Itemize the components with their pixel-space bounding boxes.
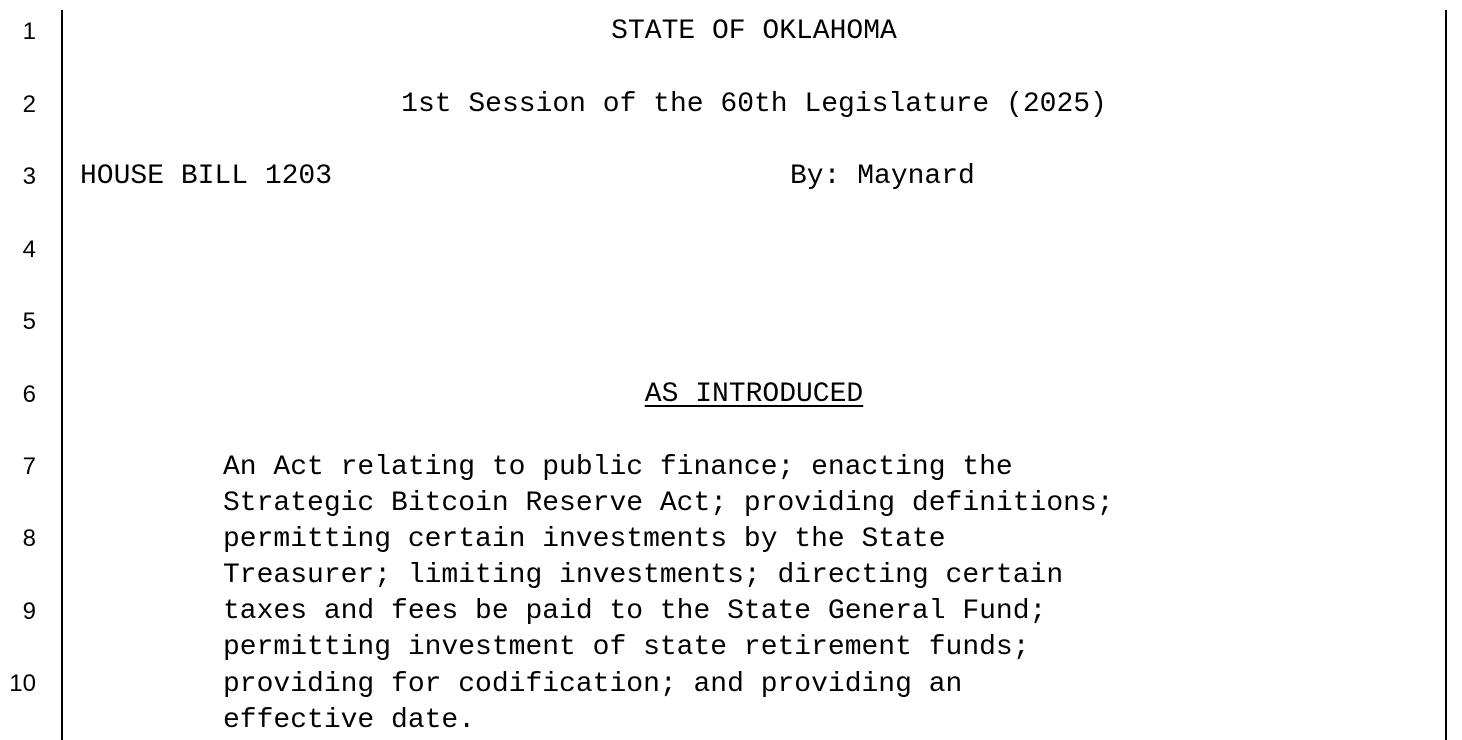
bill-number: HOUSE BILL 1203 — [80, 161, 333, 192]
session-heading: 1st Session of the 60th Legislature (2025) — [401, 89, 1107, 120]
bill-status — [63, 378, 1445, 412]
abstract-line: effective date. — [223, 705, 476, 736]
line-number: 6 — [22, 381, 36, 408]
line-number: 1 — [22, 18, 36, 45]
right-margin-rule — [1445, 10, 1447, 740]
line-number: 8 — [22, 525, 36, 552]
abstract-line: permitting certain investments by the State — [223, 524, 946, 555]
abstract-line: An Act relating to public finance; enacting the — [223, 452, 1013, 483]
abstract-line: taxes and fees be paid to the State General Fund; — [223, 596, 1047, 627]
line-number: 7 — [22, 453, 36, 480]
bill-author: By: Maynard — [790, 161, 975, 192]
line-number: 2 — [22, 91, 36, 118]
line-number: 10 — [9, 670, 36, 697]
abstract-line: permitting investment of state retirement funds; — [223, 632, 1030, 663]
line-number: 4 — [22, 236, 36, 263]
line-number: 5 — [22, 308, 36, 335]
line-number: 9 — [22, 598, 36, 625]
abstract-line: providing for codification; and providing an — [223, 669, 963, 700]
line-number: 3 — [22, 163, 36, 190]
abstract-line: Strategic Bitcoin Reserve Act; providing definitions; — [223, 488, 1114, 519]
abstract-line: Treasurer; limiting investments; directing certain — [223, 560, 1064, 591]
state-heading: STATE OF OKLAHOMA — [611, 16, 897, 47]
bill-status-text: AS INTRODUCED — [644, 379, 864, 410]
